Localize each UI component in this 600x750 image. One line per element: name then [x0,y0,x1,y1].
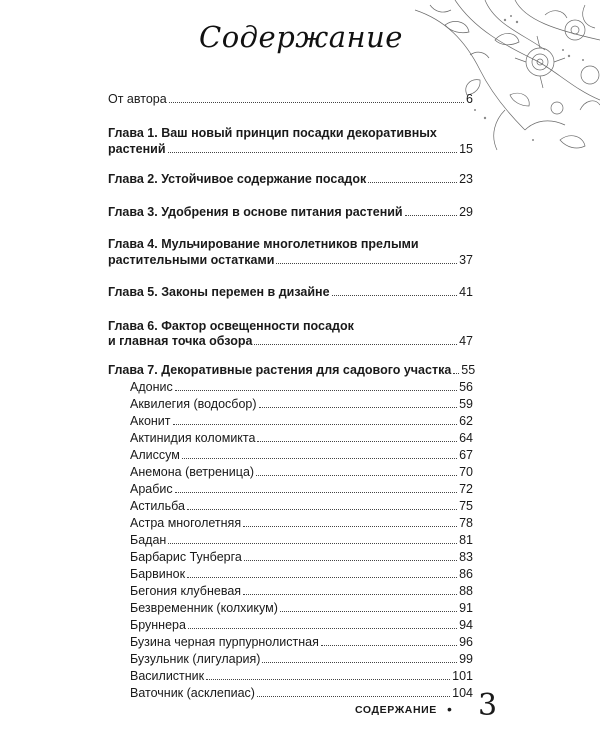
toc-entry-page: 83 [459,550,473,564]
toc-entry-page: 104 [452,686,473,700]
toc-entry-page: 6 [466,92,473,106]
toc-entry-page: 75 [459,499,473,513]
toc-entry-text: Арабис [130,482,173,496]
toc-entry-text: Алиссум [130,448,180,462]
toc-entry-page: 72 [459,482,473,496]
toc-plant-entry [108,617,473,634]
leader-dots [254,344,457,345]
toc-entry-page: 41 [459,285,473,299]
chapter-4-line1: Глава 4. Мульчирование многолетников прелыми [108,237,419,251]
toc-entry-chapter-4 [108,252,473,269]
leader-dots [244,560,457,561]
toc-entry-page: 37 [459,253,473,267]
leader-dots [175,390,457,391]
toc-entry-page: 62 [459,414,473,428]
toc-entry-page: 99 [459,652,473,666]
toc-entry-page: 70 [459,465,473,479]
toc-entry-text: Глава 7. Декоративные растения для садового участка [108,363,452,377]
toc-entry-text: растений [108,142,166,156]
footer-bullet: • [447,701,452,717]
toc-plant-entry [108,515,473,532]
toc-plant-entry [108,583,473,600]
toc-entry-text: Ваточник (асклепиас) [130,686,255,700]
toc-entry-text: Барбарис Тунберга [130,550,242,564]
toc-entry-text: Бузина черная пурпурнолистная [130,635,319,649]
toc-entry-text: Бруннера [130,618,186,632]
leader-dots [257,441,457,442]
toc-entry-text: Анемона (ветреница) [130,465,255,479]
leader-dots [259,407,458,408]
leader-dots [188,628,457,629]
chapter-6-line1: Глава 6. Фактор освещенности посадок [108,319,354,333]
toc-entry-chapter-7 [108,362,476,379]
toc-entry-page: 101 [452,669,473,683]
toc-plant-entry [108,532,473,549]
leader-dots [182,458,457,459]
toc-entry-text: Астильба [130,499,185,513]
leader-dots [243,526,457,527]
leader-dots [169,102,464,103]
leader-dots [243,594,457,595]
leader-dots [256,475,457,476]
toc-entry-page: 81 [459,533,473,547]
toc-entry-page: 94 [459,618,473,632]
leader-dots [280,611,457,612]
toc-entry-text: Адонис [130,380,173,394]
leader-dots [276,263,457,264]
toc-entry-page: 64 [459,431,473,445]
toc-plant-entry [108,600,473,617]
running-footer-label: СОДЕРЖАНИЕ [355,704,437,716]
leader-dots [175,492,457,493]
toc-entry-text: Василистник [130,669,205,683]
toc-entry-page: 67 [459,448,473,462]
toc-entry-intro [108,91,473,108]
leader-dots [173,424,458,425]
toc-entry-page: 78 [459,516,473,530]
toc-entry-text: Глава 3. Удобрения в основе питания растений [108,205,403,219]
toc-entry-page: 96 [459,635,473,649]
toc-entry-page: 29 [459,205,473,219]
leader-dots [453,373,459,374]
toc-plant-entry [108,566,473,583]
toc-plant-entry [108,498,473,515]
toc-entry-text: и главная точка обзора [108,334,253,348]
toc-entry-page: 56 [459,380,473,394]
leader-dots [321,645,457,646]
toc-entry-page: 86 [459,567,473,581]
toc-entry-page: 59 [459,397,473,411]
toc-entry-chapter-6 [108,333,473,350]
toc-entry-page: 15 [459,142,473,156]
toc-entry-page: 55 [461,363,476,377]
toc-entry-text: Астра многолетняя [130,516,242,530]
leader-dots [206,679,450,680]
toc-plant-entry [108,634,473,651]
leader-dots [257,696,450,697]
toc-plant-entry [108,464,473,481]
toc-entry-text: От автора [108,92,167,106]
chapter-1-line1: Глава 1. Ваш новый принцип посадки декоративных [108,126,437,140]
toc-plant-entry [108,413,473,430]
toc-entry-text: Бузульник (лигулария) [130,652,261,666]
toc-entry-page: 91 [459,601,473,615]
toc-entry-text: растительными остатками [108,253,275,267]
toc-plant-entry [108,481,473,498]
toc-plant-entry [108,685,473,702]
leader-dots [405,215,457,216]
leader-dots [168,543,457,544]
toc-entry-text: Бадан [130,533,167,547]
page-number: 3 [478,688,498,723]
toc-entry-text: Барвинок [130,567,186,581]
toc-plant-entry [108,447,473,464]
toc-entry-page: 88 [459,584,473,598]
toc-entry-text: Аконит [130,414,171,428]
toc-entry-page: 23 [459,172,473,186]
page-title: Содержание [199,20,403,54]
toc-entry-text: Глава 5. Законы перемен в дизайне [108,285,330,299]
toc-entry-text: Безвременник (колхикум) [130,601,278,615]
toc-entry-page: 47 [459,334,473,348]
toc-plant-entry [108,651,473,668]
leader-dots [187,509,457,510]
toc-plant-entry [108,396,473,413]
leader-dots [187,577,457,578]
leader-dots [262,662,457,663]
toc-plant-entry [108,549,473,566]
toc-entry-text: Аквилегия (водосбор) [130,397,257,411]
toc-plant-entry [108,379,473,396]
leader-dots [168,152,458,153]
toc-entry-chapter-1 [108,141,473,158]
toc-entry-chapter-5 [108,284,473,301]
toc-entry-text: Глава 2. Устойчивое содержание посадок [108,172,367,186]
toc-entry-chapter-3 [108,204,473,221]
toc-plant-entry [108,430,473,447]
toc-entry-chapter-2 [108,171,473,188]
leader-dots [332,295,458,296]
toc-entry-text: Актинидия коломикта [130,431,256,445]
toc-plant-entry [108,668,473,685]
toc-entry-text: Бегония клубневая [130,584,242,598]
leader-dots [368,182,457,183]
